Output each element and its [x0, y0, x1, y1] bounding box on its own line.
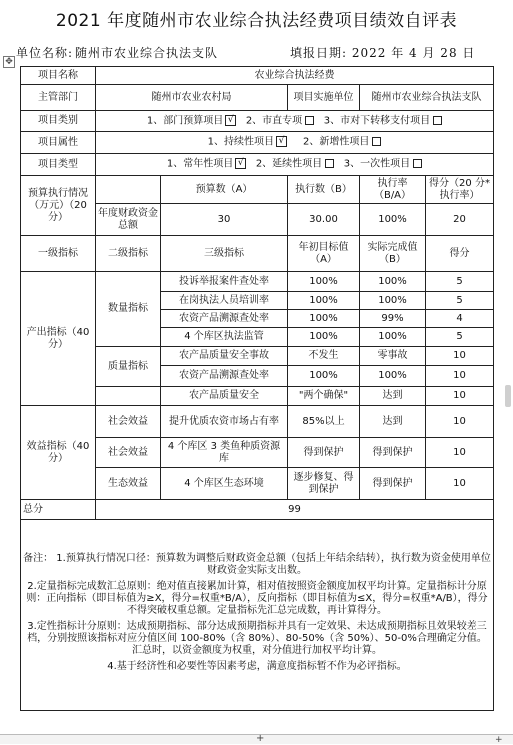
unit-name [16, 44, 218, 61]
budget-col-budget: 预算数（A） [161, 176, 288, 204]
budget-col-rate: 执行率（B/A） [360, 176, 426, 204]
type-opt-3: 3、一次性项目 [343, 158, 411, 170]
unit-value: 随州市农业综合执法支队 [75, 46, 219, 60]
effect-category: 社会效益 [96, 438, 161, 468]
indicator-score: 5 [426, 272, 494, 292]
head-level1: 一级指标 [21, 236, 96, 272]
budget-exec: 30.00 [288, 204, 360, 236]
type-label: 项目类型 [21, 154, 96, 176]
attr-opt-2: 2、新增性项目 [302, 136, 370, 148]
row-dept [21, 85, 494, 111]
indicator-target: 100% [288, 328, 360, 347]
head-score: 得分 [426, 236, 494, 272]
row-notes [21, 520, 494, 711]
indicator-name: 农资产品溯源查处率 [161, 366, 288, 387]
effect-label: 效益指标（40 分） [21, 406, 96, 500]
checked-box-icon[interactable]: √ [225, 115, 236, 126]
budget-rate: 100% [360, 204, 426, 236]
budget-blank-head [96, 176, 161, 204]
indicator-name: 4 个库区 3 类鱼种质资源库 [161, 438, 288, 468]
indicator-target: 100% [288, 292, 360, 310]
total-value: 99 [96, 500, 494, 520]
budget-row-label: 年度财政资金总额 [96, 204, 161, 236]
type-opt-2: 2、延续性项目 [255, 158, 323, 170]
note-2: 2.定量指标完成数汇总原则：绝对值直接累加计算，相对值按照资金额度加权平均计算。定量指标计分原则：正向指标（即目标值为≥X，得分=权重*B/A），反向指标（即目标值为≤X，得分=权重*A/B），得分不得突破权重总额。定量指标先汇总完成数，再计算得分。 [26, 581, 488, 616]
indicator-target: 100% [288, 310, 360, 328]
indicator-name: 在岗执法人员培训率 [161, 292, 288, 310]
indicator-actual: 得到保护 [360, 468, 426, 500]
date-label: 填报日期: [290, 46, 348, 60]
attr-label: 项目属性 [21, 132, 96, 154]
category-opt-1: 1、部门预算项目 [146, 115, 224, 127]
row-total [21, 500, 494, 520]
empty-box-icon[interactable] [413, 159, 422, 168]
indicator-actual: 100% [360, 272, 426, 292]
evaluation-table [20, 66, 494, 711]
category-opt-3: 3、市对下转移支付项目 [323, 115, 431, 127]
row-budget-head [21, 176, 494, 204]
indicator-actual: 100% [360, 366, 426, 387]
indicator-target: "两个确保" [288, 387, 360, 406]
indicator-actual: 99% [360, 310, 426, 328]
row-project-name [21, 67, 494, 85]
dept-value: 随州市农业农村局 [96, 85, 288, 111]
indicator-actual: 零事故 [360, 347, 426, 366]
indicator-actual: 达到 [360, 406, 426, 438]
indicator-target: 100% [288, 366, 360, 387]
indicator-name: 4 个库区生态环境 [161, 468, 288, 500]
add-column-plus-icon[interactable]: + [495, 735, 503, 745]
indicator-target: 100% [288, 272, 360, 292]
note-1: 备注： 1.预算执行情况口径：预算数为调整后财政资金总额（包括上年结余结转），执行数为资金使用单位财政资金实际支出数。 [23, 553, 491, 576]
empty-box-icon[interactable] [325, 159, 334, 168]
row-indicator-head [21, 236, 494, 272]
impl-label: 项目实施单位 [288, 85, 360, 111]
impl-value: 随州市农业综合执法支队 [360, 85, 494, 111]
type-opt-1: 1、常年性项目 [166, 158, 234, 170]
indicator-name: 提升优质农资市场占有率 [161, 406, 288, 438]
budget-amount: 30 [161, 204, 288, 236]
indicator-score: 5 [426, 328, 494, 347]
indicator-actual: 得到保护 [360, 438, 426, 468]
indicator-score: 5 [426, 292, 494, 310]
indicator-name: 农资产品溯源查处率 [161, 310, 288, 328]
row-type [21, 154, 494, 176]
quality-label: 质量指标 [96, 347, 161, 387]
category-options [96, 111, 494, 132]
indicator-name: 投诉举报案件查处率 [161, 272, 288, 292]
indicator-score: 10 [426, 366, 494, 387]
table-row [21, 406, 494, 438]
indicator-score: 10 [426, 387, 494, 406]
project-name-label: 项目名称 [21, 67, 96, 85]
form-title: 2021 年度随州市农业综合执法经费项目绩效自评表 [55, 11, 458, 31]
dept-label: 主管部门 [21, 85, 96, 111]
checked-box-icon[interactable]: √ [276, 136, 287, 147]
add-row-plus-icon[interactable]: + [256, 733, 265, 744]
empty-box-icon[interactable] [305, 116, 314, 125]
attr-opt-1: 1、持续性项目 [207, 136, 275, 148]
indicator-target: 85%以上 [288, 406, 360, 438]
indicator-target: 逐步修复、得到保护 [288, 468, 360, 500]
indicator-name: 4 个库区执法监管 [161, 328, 288, 347]
date-value: 2022 年 4 月 28 日 [351, 46, 476, 60]
effect-category: 社会效益 [96, 406, 161, 438]
quality-blank [96, 387, 161, 406]
row-attr [21, 132, 494, 154]
budget-label: 预算执行情况（万元）（20 分） [21, 176, 96, 236]
empty-box-icon[interactable] [372, 137, 381, 146]
indicator-target: 不发生 [288, 347, 360, 366]
indicator-score: 4 [426, 310, 494, 328]
head-level2: 二级指标 [96, 236, 161, 272]
budget-score: 20 [426, 204, 494, 236]
table-row [21, 272, 494, 292]
unit-label: 单位名称: [16, 46, 74, 60]
indicator-score: 10 [426, 406, 494, 438]
fill-date [290, 44, 475, 61]
indicator-score: 10 [426, 438, 494, 468]
note-4: 4.基于经济性和必要性等因素考虑，满意度指标暂不作为必评指标。 [107, 661, 407, 672]
attr-options [96, 132, 494, 154]
output-label: 产出指标（40 分） [21, 272, 96, 406]
head-actual: 实际完成值（B） [360, 236, 426, 272]
quantity-label: 数量指标 [96, 272, 161, 347]
notes-cell [21, 520, 494, 711]
row-category [21, 111, 494, 132]
indicator-score: 10 [426, 347, 494, 366]
indicator-target: 得到保护 [288, 438, 360, 468]
budget-col-exec: 执行数（B） [288, 176, 360, 204]
empty-box-icon[interactable] [433, 116, 442, 125]
total-label: 总分 [21, 500, 96, 520]
effect-category: 生态效益 [96, 468, 161, 500]
indicator-name: 农产品质量安全事故 [161, 347, 288, 366]
checked-box-icon[interactable]: √ [235, 158, 246, 169]
scroll-tab[interactable] [505, 385, 511, 407]
head-level3: 三级指标 [161, 236, 288, 272]
table-move-handle-icon[interactable]: ✥ [3, 56, 15, 68]
indicator-actual: 100% [360, 328, 426, 347]
project-name-value: 农业综合执法经费 [96, 67, 494, 85]
head-target: 年初目标值（A） [288, 236, 360, 272]
indicator-score: 10 [426, 468, 494, 500]
note-3: 3.定性指标计分原则：达成预期指标、部分达成预期指标并具有一定效果、未达成预期指标且效果较差三档，分别按照该指标对应分值区间 100-80%（含 80%）、80-50%（含 50%）、50-0%合理确定分值。汇总时，以资金额度为权重，对分值进行加权平均计算。 [27, 621, 487, 656]
type-options [96, 154, 494, 176]
category-label: 项目类别 [21, 111, 96, 132]
indicator-actual: 达到 [360, 387, 426, 406]
indicator-actual: 100% [360, 292, 426, 310]
budget-col-score: 得分（20 分*执行率） [426, 176, 494, 204]
category-opt-2: 2、市直专项 [245, 115, 303, 127]
indicator-name: 农产品质量安全 [161, 387, 288, 406]
